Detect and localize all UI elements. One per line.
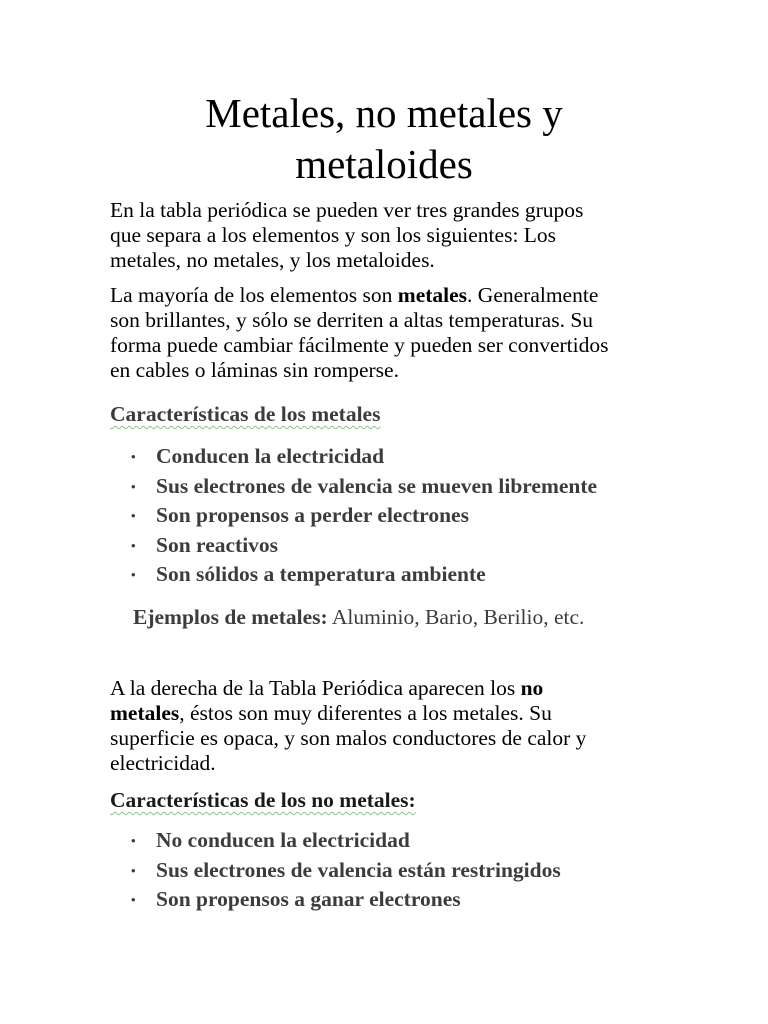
bullet-icon: • — [131, 478, 136, 494]
metals-examples-label: Ejemplos de metales: — [133, 605, 328, 629]
bullet-icon: • — [131, 862, 136, 878]
nonmetals-characteristics-list — [130, 826, 561, 915]
nonmetals-line-4: electricidad. — [110, 751, 216, 775]
metals-examples — [133, 605, 584, 630]
bullet-icon: • — [131, 567, 136, 582]
nonmetals-paragraph — [110, 676, 670, 776]
bullet-icon: • — [131, 508, 136, 523]
intro-line-2: que separa a los elementos y son los siguientes: Los — [110, 223, 557, 247]
metals-characteristics-heading — [110, 402, 380, 427]
nonmetals-line-3: superficie es opaca, y son malos conductores de calor y — [110, 726, 587, 750]
list-item — [130, 560, 597, 590]
title-line-2: metaloides — [295, 141, 473, 187]
list-item-text: Son sólidos a temperatura ambiente — [156, 562, 486, 586]
list-item — [130, 856, 561, 886]
list-item — [130, 531, 597, 561]
intro-paragraph — [110, 198, 670, 273]
list-item-text: Son propensos a ganar electrones — [156, 887, 461, 911]
page-title — [0, 88, 768, 190]
list-item-text: Son reactivos — [156, 532, 279, 557]
list-item-text: Sus electrones de valencia están restringidos — [156, 857, 561, 882]
metals-characteristics-list — [130, 442, 597, 590]
nonmetals-characteristics-heading — [110, 788, 416, 813]
list-item — [130, 885, 561, 915]
metals-term: metales — [397, 283, 468, 307]
metals-line-3: forma puede cambiar fácilmente y pueden ser convertidos — [110, 333, 609, 357]
metals-line-1-end: . Generalmente — [467, 283, 599, 307]
metals-line-1-start: La mayoría de los elementos son — [110, 283, 398, 307]
metals-examples-text: Aluminio, Bario, Berilio, etc. — [327, 605, 585, 629]
metals-paragraph — [110, 283, 670, 383]
title-line-1: Metales, no metales y — [205, 90, 563, 136]
intro-line-1: En la tabla periódica se pueden ver tres grandes grupos — [110, 198, 584, 222]
bullet-icon: • — [131, 833, 136, 848]
list-item-text: Sus electrones de valencia se mueven libremente — [156, 473, 598, 498]
nonmetals-heading-text: Características de los no metales: — [110, 788, 416, 812]
bullet-icon: • — [131, 537, 136, 553]
list-item-text: Conducen la electricidad — [156, 444, 385, 468]
nonmetals-line-2-end: , éstos son muy diferentes a los metales. Su — [179, 701, 552, 725]
list-item — [130, 442, 597, 472]
nonmetals-line-1-start: A la derecha de la Tabla Periódica aparecen los — [110, 676, 521, 700]
intro-line-3: metales, no metales, y los metaloides. — [110, 248, 435, 272]
list-item — [130, 826, 561, 856]
list-item-text: No conducen la electricidad — [156, 828, 410, 852]
nonmetals-term-part-1: no — [520, 676, 544, 700]
list-item — [130, 472, 597, 502]
bullet-icon: • — [131, 449, 136, 464]
bullet-icon: • — [131, 892, 136, 907]
list-item-text: Son propensos a perder electrones — [156, 503, 469, 527]
nonmetals-term-part-2: metales — [110, 701, 180, 725]
list-item — [130, 501, 597, 531]
metals-heading-text: Características de los metales — [110, 402, 381, 426]
metals-line-2: son brillantes, y sólo se derriten a altas temperaturas. Su — [110, 308, 594, 332]
metals-line-4: en cables o láminas sin romperse. — [110, 358, 399, 382]
